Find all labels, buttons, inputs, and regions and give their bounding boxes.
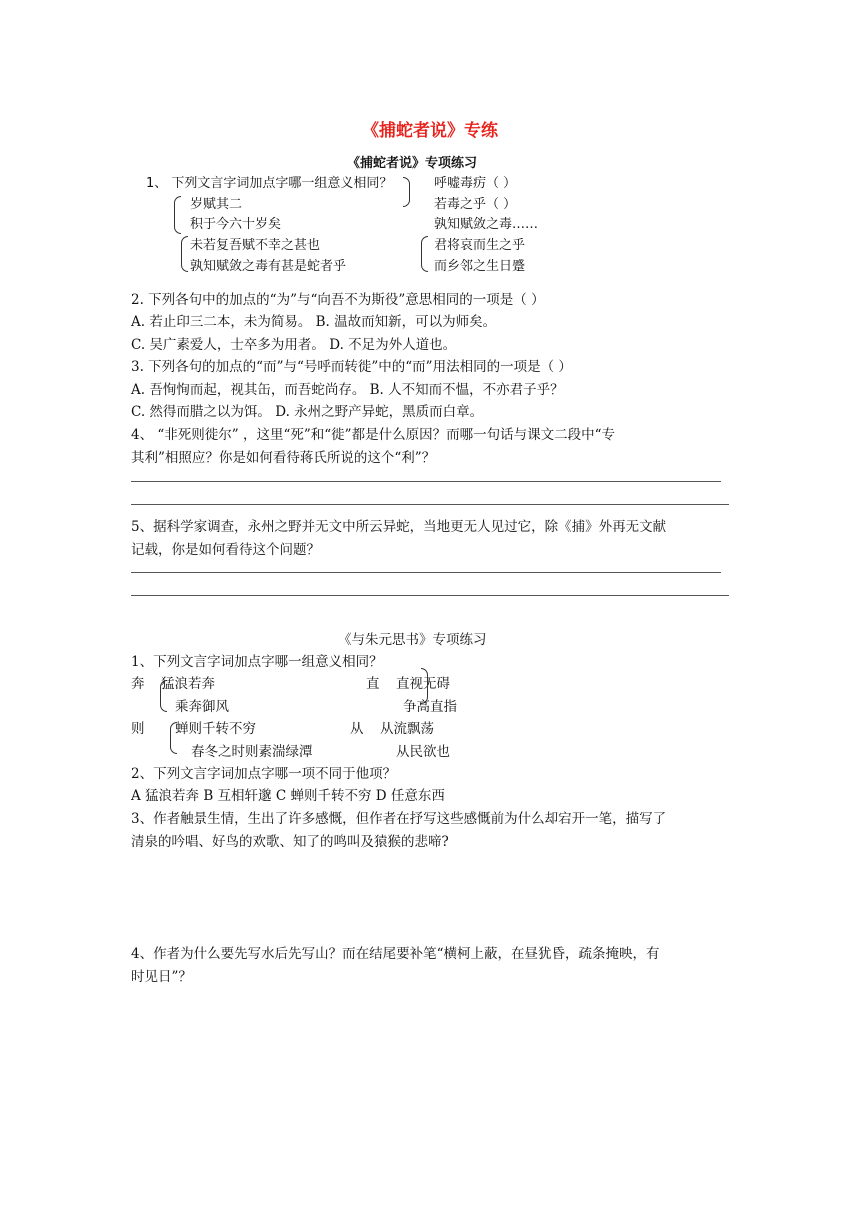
answer-line	[131, 504, 729, 505]
s1-q3-options-cd: C. 然得而腊之以为饵。 D. 永州之野产异蛇，黑质而白章。	[131, 404, 484, 420]
s1-q2-stem: 2. 下列各句中的加点的“为”与“向吾不为斯役”意思相同的一项是（ ）	[131, 292, 545, 308]
s2-q1-d-item2: 从民欲也	[396, 744, 450, 760]
s2-q1-char-d: 从	[350, 721, 364, 737]
left-brace	[174, 196, 181, 234]
s2-q2-options: A 猛浪若奔 B 互相轩邈 C 蝉则千转不穷 D 任意东西	[131, 788, 445, 804]
s2-q3-line1: 3、作者触景生情，生出了许多感慨，但作者在抒写这些感慨前为什么却宕开一笔，描写了	[131, 811, 667, 827]
answer-line	[131, 481, 721, 482]
s1-q4-line2: 其利”相照应？你是如何看待蒋氏所说的这个“利”？	[131, 450, 436, 466]
s1-q5-line2: 记载，你是如何看待这个问题？	[131, 542, 320, 558]
s1-q5-line1: 5、据科学家调查，永州之野并无文中所云异蛇，当地更无人见过它，除《捕》外再无文献	[131, 519, 667, 535]
s1-q1-left2-a: 未若复吾赋不幸之甚也	[190, 238, 321, 253]
s1-q2-options-cd: C. 吴广素爱人，士卒多为用者。 D. 不足为外人道也。	[131, 337, 457, 353]
s2-q1-char-b: 直	[366, 676, 380, 692]
s2-q1-a-item2: 乘奔御风	[175, 699, 229, 715]
s2-q1-c-item2: 春冬之时则素湍绿潭	[191, 744, 313, 760]
s2-q2-stem: 2、下列文言字词加点字哪一项不同于他项？	[131, 766, 397, 782]
answer-line	[131, 595, 729, 596]
section2-title: 《与朱元思书》专项练习	[338, 632, 487, 648]
right-brace	[403, 177, 410, 207]
answer-line	[131, 572, 721, 573]
s1-q3-options-ab: A. 吾恂恂而起，视其缶，而吾蛇尚存。 B. 人不知而不愠，不亦君子乎？	[131, 382, 564, 398]
s2-q1-char-a: 奔	[131, 676, 145, 692]
document-title: 《捕蛇者说》专练	[362, 121, 498, 141]
s2-q1-d-item1: 从流飘荡	[380, 721, 434, 737]
s2-q1-b-item2: 争高直指	[403, 699, 457, 715]
s1-q1-left2-b: 孰知赋敛之毒有甚是蛇者乎	[190, 259, 347, 274]
section1-title: 《捕蛇者说》专项练习	[347, 156, 478, 171]
s2-q1-b-item1: 直视无碍	[396, 676, 450, 692]
s2-q1-char-c: 则	[131, 721, 145, 737]
s1-q1-label: 1、 下列文言字词加点字哪一组意义相同？	[146, 176, 393, 191]
s1-q1-right2-b: 而乡邻之生日蹙	[434, 259, 526, 274]
s1-q1-left1-b: 积于今六十岁矣	[190, 217, 282, 232]
left-brace	[181, 236, 188, 272]
s2-q3-line2: 清泉的吟唱、好鸟的欢歌、知了的鸣叫及猿猴的悲啼?	[131, 834, 449, 850]
s2-q1-label: 1、下列文言字词加点字哪一组意义相同？	[131, 654, 383, 670]
s1-q1-right1-c: 孰知赋敛之毒……	[434, 217, 539, 232]
s1-q1-right1-b: 若毒之乎（ ）	[434, 197, 517, 212]
s2-q1-c-item1: 蝉则千转不穷	[175, 721, 256, 737]
s2-q4-line2: 时见日”？	[131, 969, 192, 985]
s2-q1-a-item1: 猛浪若奔	[161, 676, 215, 692]
s1-q1-right2-a: 君将哀而生之乎	[434, 238, 526, 253]
s1-q2-options-ab: A. 若止印三二本，未为简易。 B. 温故而知新，可以为师矣。	[131, 314, 497, 330]
s2-q4-line1: 4、作者为什么要先写水后先写山？而在结尾要补笔“横柯上蔽，在昼犹昏，疏条掩映，有	[131, 946, 660, 962]
s1-q3-stem: 3. 下列各句的加点的“而”与“号呼而转徙”中的“而”用法相同的一项是（ ）	[131, 359, 572, 375]
s1-q1-right1-a: 呼嘘毒疠（ ）	[434, 176, 517, 191]
left-brace	[421, 236, 428, 272]
s1-q4-line1: 4、 “非死则徙尔” ，这里“死”和“徙”都是什么原因？而哪一句话与课文二段中“专	[131, 427, 615, 443]
s1-q1-left1-a: 岁赋其二	[190, 197, 243, 212]
